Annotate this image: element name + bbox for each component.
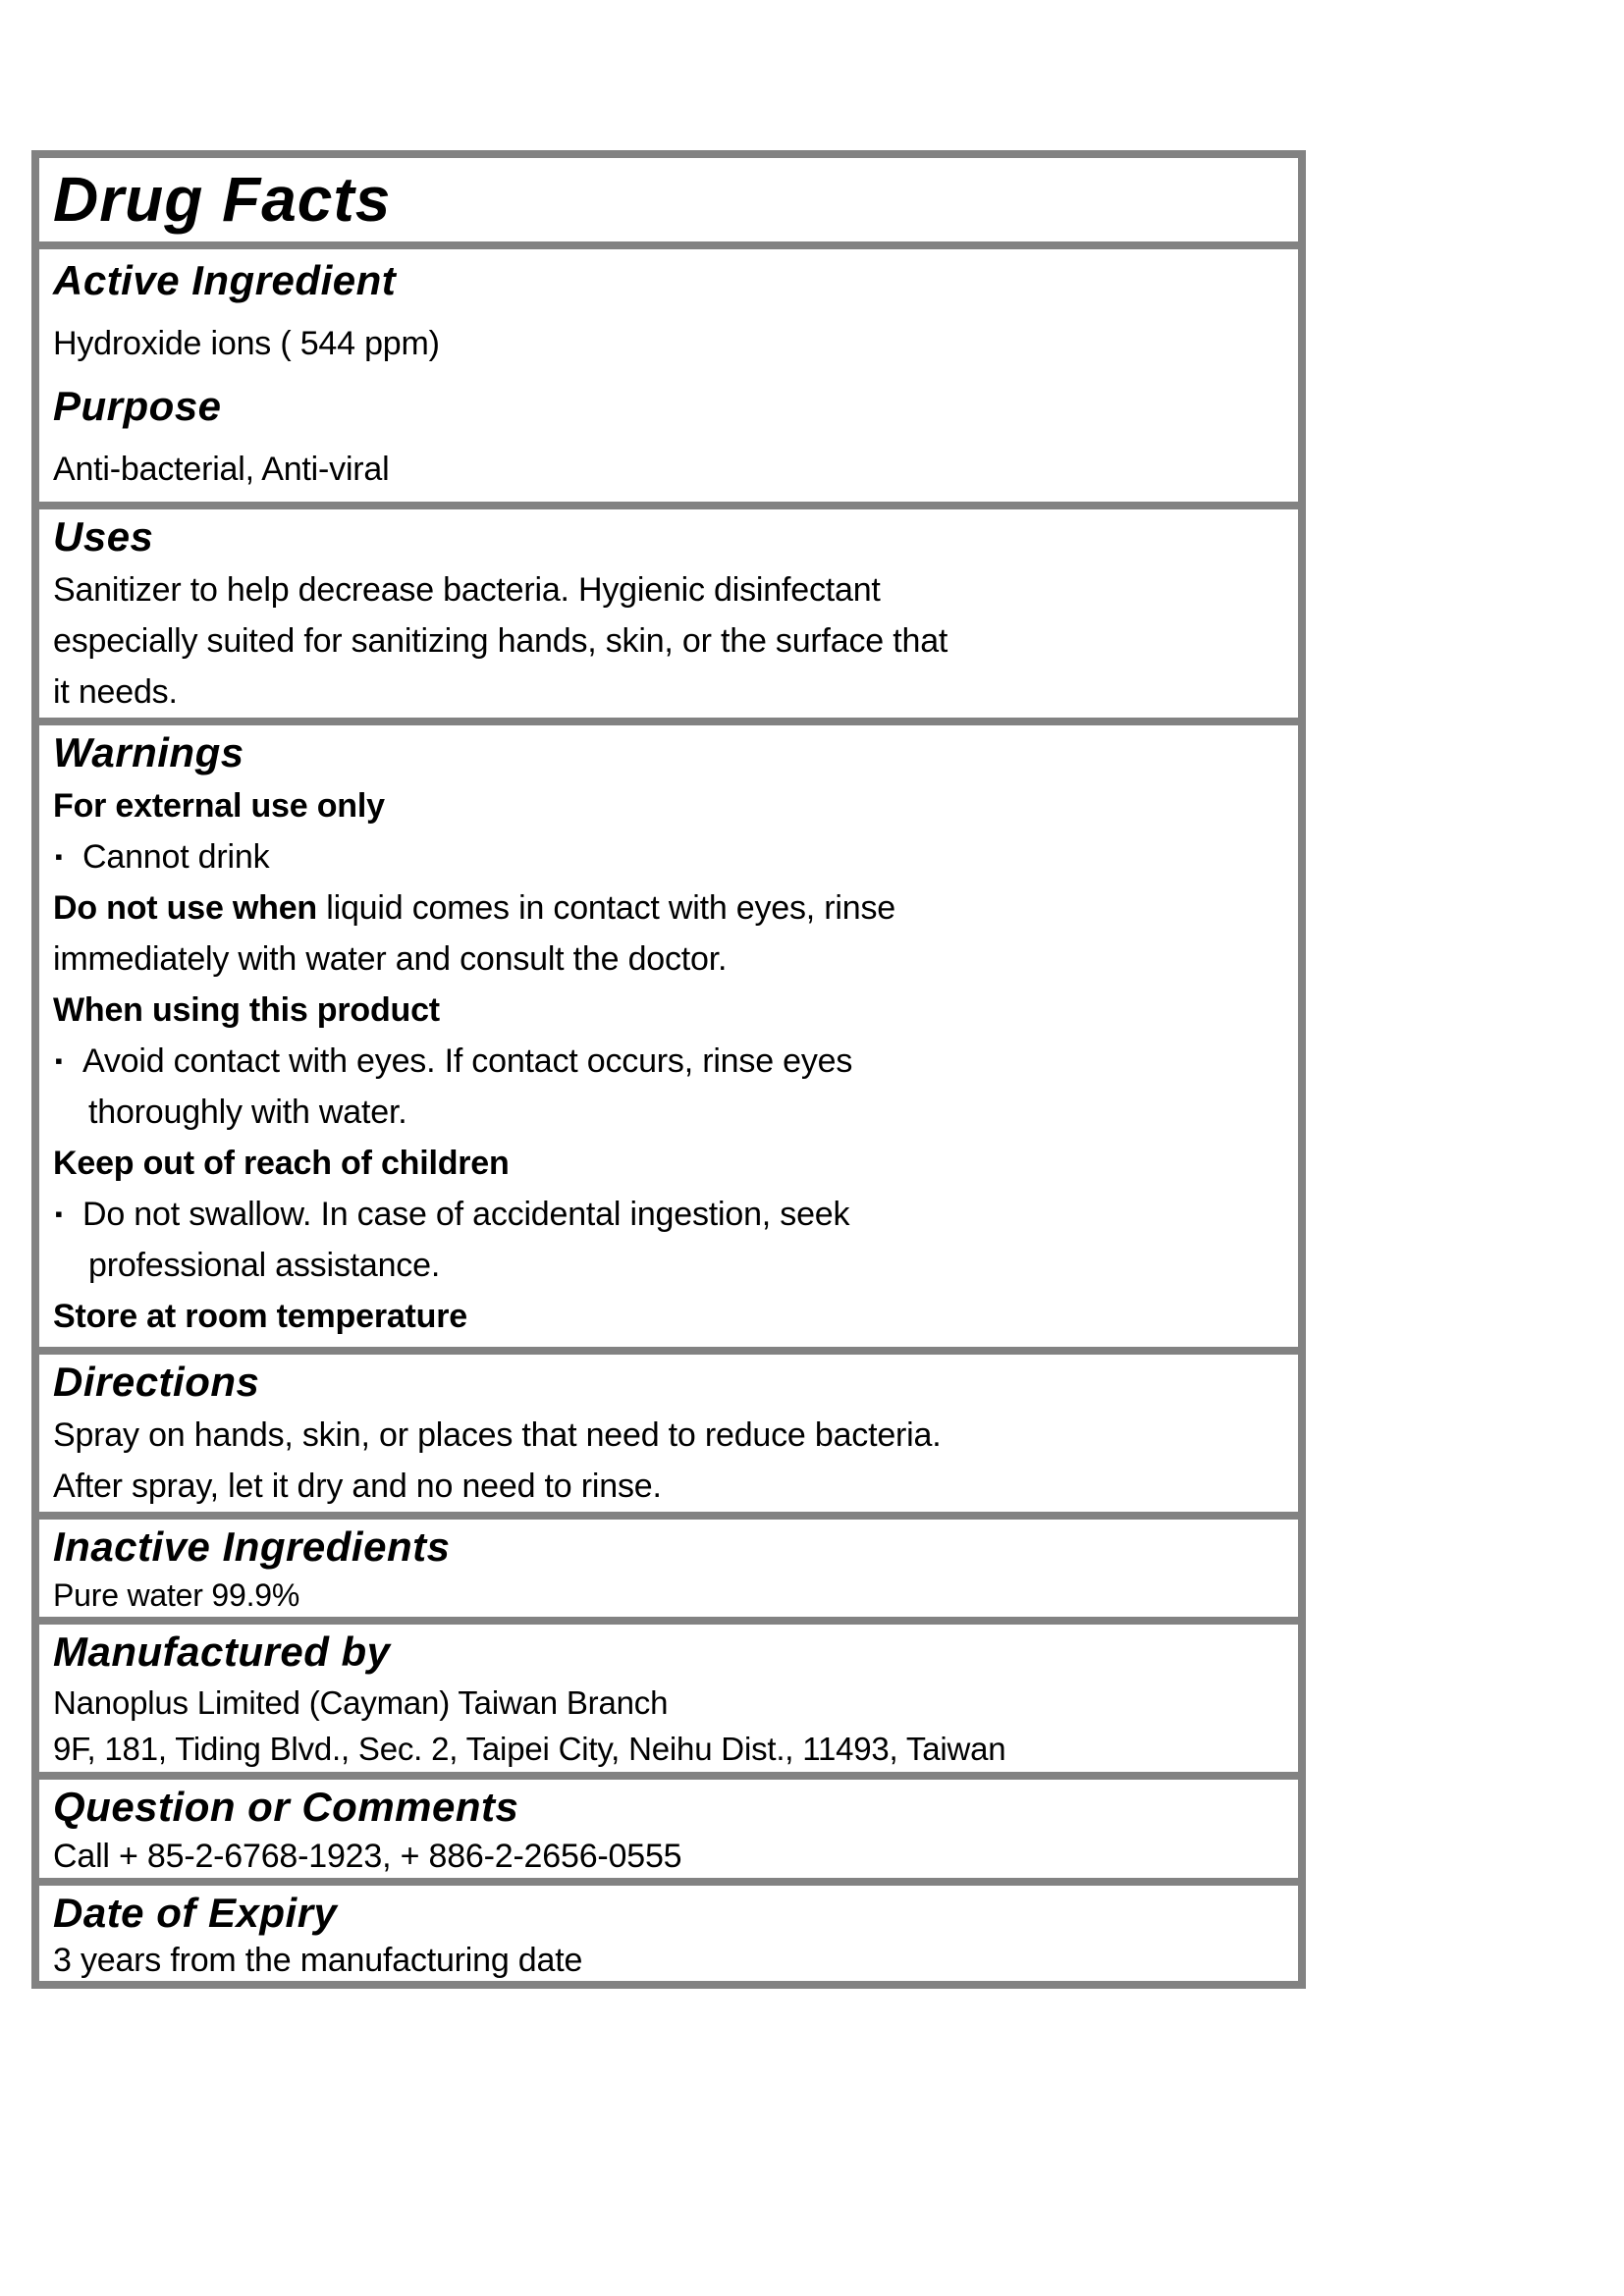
section-divider	[39, 241, 1298, 249]
warnings-external-use: For external use only	[53, 787, 385, 825]
section-directions	[39, 1355, 1298, 1512]
section-divider	[39, 718, 1298, 725]
square-bullet-icon: ▪	[55, 1048, 63, 1073]
section-divider	[39, 1772, 1298, 1780]
warnings-do-not-use-line: immediately with water and consult the doctor.	[53, 940, 728, 978]
warnings-keep-out: Keep out of reach of children	[53, 1145, 510, 1182]
questions-heading: Question or Comments	[53, 1784, 519, 1830]
warnings-bullet-item	[53, 1189, 1284, 1240]
questions-phone: Call + 85-2-6768-1923, + 886-2-2656-0555	[53, 1838, 682, 1875]
warnings-bullet-text: Do not swallow. In case of accidental ingestion, seek	[82, 1196, 850, 1233]
section-inactive-ingredients	[39, 1520, 1298, 1617]
uses-text-line: it needs.	[53, 673, 178, 711]
warnings-bullet-item	[53, 1036, 1284, 1087]
purpose-heading: Purpose	[53, 383, 222, 429]
inactive-ingredients-heading: Inactive Ingredients	[53, 1523, 451, 1570]
section-divider	[39, 1878, 1298, 1886]
section-manufactured-by	[39, 1625, 1298, 1772]
uses-heading: Uses	[53, 513, 154, 560]
section-divider	[39, 1617, 1298, 1625]
uses-text-line: especially suited for sanitizing hands, skin, or the surface that	[53, 622, 948, 660]
section-divider	[39, 1512, 1298, 1520]
warnings-when-using: When using this product	[53, 991, 440, 1029]
square-bullet-icon: ▪	[55, 844, 63, 869]
directions-heading: Directions	[53, 1359, 260, 1405]
square-bullet-icon: ▪	[55, 1201, 63, 1226]
section-title	[39, 158, 1298, 241]
expiry-value: 3 years from the manufacturing date	[53, 1942, 583, 1979]
drug-facts-title: Drug Facts	[53, 164, 392, 235]
expiry-heading: Date of Expiry	[53, 1890, 338, 1936]
directions-text-line: After spray, let it dry and no need to rinse.	[53, 1468, 662, 1505]
warnings-do-not-use-bold: Do not use when	[53, 889, 318, 927]
manufacturer-name: Nanoplus Limited (Cayman) Taiwan Branch	[53, 1684, 669, 1721]
active-ingredient-value: Hydroxide ions ( 544 ppm)	[53, 325, 440, 362]
section-divider	[39, 502, 1298, 509]
warnings-do-not-use-rest: liquid comes in contact with eyes, rinse	[317, 889, 895, 927]
section-expiry	[39, 1886, 1298, 1981]
active-ingredient-heading: Active Ingredient	[53, 257, 397, 303]
warnings-bullet-item	[53, 831, 1284, 882]
section-divider	[39, 1347, 1298, 1355]
section-warnings	[39, 725, 1298, 1347]
warnings-bullet-continuation: thoroughly with water.	[88, 1094, 407, 1131]
purpose-value: Anti-bacterial, Anti-viral	[53, 451, 390, 488]
inactive-ingredients-value: Pure water 99.9%	[53, 1577, 300, 1613]
section-questions	[39, 1780, 1298, 1878]
manufacturer-address: 9F, 181, Tiding Blvd., Sec. 2, Taipei City, Neihu Dist., 11493, Taiwan	[53, 1731, 1006, 1767]
warnings-do-not-use-line	[53, 882, 1284, 934]
manufactured-by-heading: Manufactured by	[53, 1629, 391, 1675]
warnings-store: Store at room temperature	[53, 1298, 467, 1335]
warnings-heading: Warnings	[53, 729, 244, 775]
directions-text-line: Spray on hands, skin, or places that need to reduce bacteria.	[53, 1416, 942, 1454]
section-active-ingredient	[39, 249, 1298, 502]
section-uses	[39, 509, 1298, 718]
warnings-bullet-text: Avoid contact with eyes. If contact occurs, rinse eyes	[82, 1042, 853, 1080]
warnings-bullet-continuation: professional assistance.	[88, 1247, 441, 1284]
uses-text-line: Sanitizer to help decrease bacteria. Hygienic disinfectant	[53, 571, 881, 609]
drug-facts-label	[31, 150, 1306, 1989]
warnings-bullet-text: Cannot drink	[82, 838, 270, 876]
